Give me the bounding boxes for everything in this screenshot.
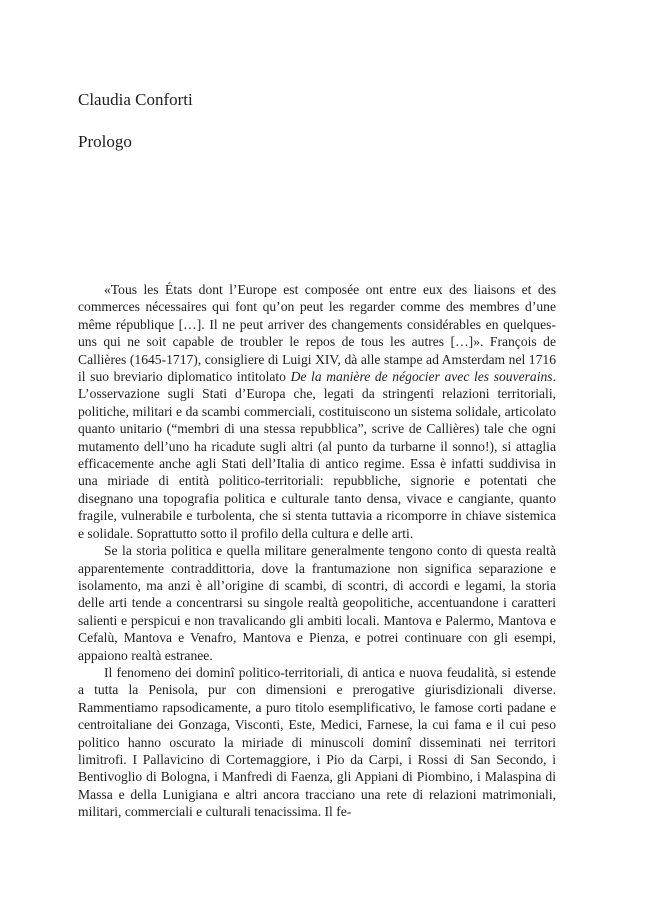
- book-title: De la manière de négocier avec les souverains: [290, 369, 553, 385]
- paragraph-1-text-b: . L’osservazione sugli Stati d’Europa che, legati da stringenti relazioni territoriali, politiche, militari e da scambi commerciali, costituiscono un sistema solidale, articolato quanto unitario (“membri di una stessa repubblica”, scrive de Callières) tale che ogni mutamento dell’uno ha ricadute sugli altri (al punto da turbarne il sonno!), si attaglia efficacemente anche agli Stati dell’Italia di antico regime. Essa è infatti suddivisa in una miriade di entità politico-territoriali: repubbliche, signorie e potentati che disegnano una topografia politica e culturale tanto densa, vivace e cangiante, quanto fragile, vulnerabile e turbolenta, che si stenta tuttavia a ricomporre in chiave sistemica e solidale. Soprattutto sotto il profilo della cultura e delle arti.: [78, 369, 557, 541]
- author-name: Claudia Conforti: [78, 90, 193, 109]
- paragraph-1-text-a: François de Callières (1645-1717), consigliere di Luigi XIV, dà alle stampe ad Amsterdam nel 1716 il suo breviario diplomatico intitolato: [78, 334, 556, 385]
- paragraph-1: [78, 281, 556, 542]
- paragraph-2: Se la storia politica e quella militare generalmente tengono conto di questa realtà apparentemente contraddittoria, dove la frantumazione non significa separazione e isolamento, ma anzi è all’origine di scambi, di scontri, di accordi e legami, la storia delle arti tende a concentrarsi su singole realtà geopolitiche, accentuandone i caratteri salienti e perspicui e non travalicando gli ambiti locali. Mantova e Palermo, Mantova e Cefalù, Mantova e Venafro, Mantova e Pienza, e potrei continuare con gli esempi, appaiono realtà estranee.: [78, 543, 556, 663]
- paragraph-3: Il fenomeno dei dominî politico-territoriali, di antica e nuova feudalità, si estende a tutta la Penisola, pur con dimensioni e prerogative giurisdizionali diverse. Rammentiamo rapsodicamente, a puro titolo esemplificativo, le famose corti padane e centroitaliane dei Gonzaga, Visconti, Este, Medici, Farnese, la cui fama e il cui peso politico hanno oscurato la miriade di minuscoli dominî disseminati nei territori limitrofi. I Pallavicino di Cortemaggiore, i Pio da Carpi, i Rossi di San Secondo, i Bentivoglio di Bologna, i Manfredi di Faenza, gli Appiani di Piombino, i Malaspina di Massa e della Lunigiana e altri ancora tracciano una rete di relazioni matrimoniali, militari, commerciali e culturali tenacissima. Il fe-: [78, 664, 556, 820]
- body-text: [78, 281, 556, 821]
- section-title: Prologo: [78, 132, 132, 151]
- opening-quote: «Tous les États dont l’Europe est composée ont entre eux des liaisons et des commerces nécessaires qui font qu’on peut les regarder comme des membres d’une même république […]. Il ne peut arriver des changements considérables en quelques-uns qui ne soit capable de troubler le repos de tous les autres […]».: [78, 282, 556, 350]
